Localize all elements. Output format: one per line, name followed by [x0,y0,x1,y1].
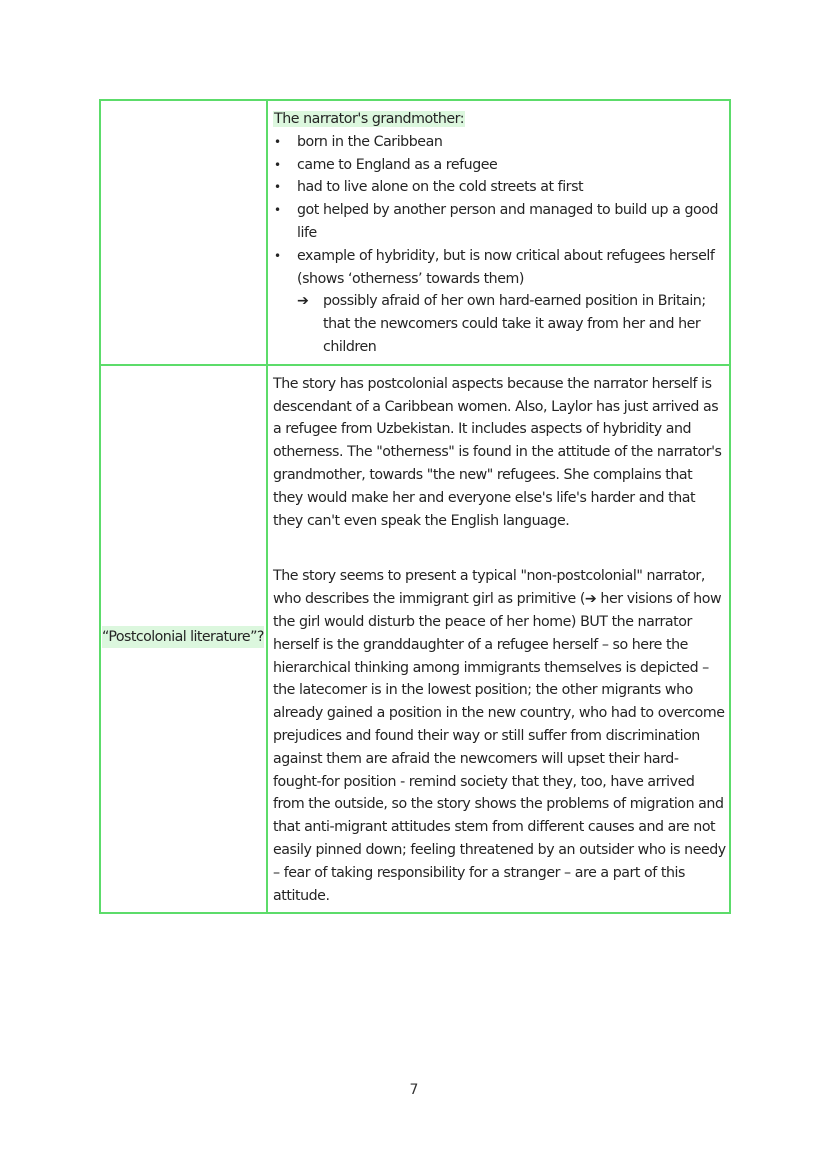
list-item [273,154,726,177]
postcolonial-analysis [268,366,729,913]
bullet-text: got helped by another person and managed to build up a good life [297,202,719,241]
list-item [273,131,726,154]
bullet-icon: • [274,180,281,195]
arrow-sub-item [273,290,726,358]
grandmother-heading-text: The narrator's grandmother: [274,111,465,127]
list-item [273,176,726,199]
analysis-paragraph-2: The story seems to present a typical "non-postcolonial" narrator, who describes the immigrant girl as primitive (➔ her visions of how the girl would disturb the peace of her home) BUT the narrator herself is the granddaughter of a refugee herself – so here the hierarchical thinking among immigrants themselves is depicted – the latecomer is in the lowest position; the other migrants who already gained a position in the new country, who had to overcome prejudices and found their way or still suffer from discrimination against them are afraid the newcomers will upset their hard-fought-for position - remind society that they, too, have arrived from the outside, so the story shows the problems of migration and that anti-migrant attitudes stem from different causes and are not easily pinned down; feeling threatened by an outsider who is needy – fear of taking responsibility for a stranger – are a part of this attitude. [273,568,726,904]
table-row [100,365,730,914]
page-number: 7 [409,1082,419,1098]
row1-left-text [101,101,266,113]
grandmother-bullet-list [273,131,726,291]
bullet-icon: • [274,157,281,172]
analysis-table [99,99,731,914]
bullet-text: born in the Caribbean [297,133,443,150]
bullet-text: came to England as a refugee [297,156,498,173]
arrow-right-icon: ➔ [297,293,309,310]
postcolonial-label: “Postcolonial literature”? [102,626,264,648]
grandmother-notes [268,101,729,364]
bullet-icon: • [274,248,281,263]
arrow-sub-item-text: possibly afraid of her own hard-earned position in Britain; that the newcomers could take it away from her and her children [323,293,706,355]
list-item [273,245,726,291]
analysis-paragraph-1: The story has postcolonial aspects because the narrator herself is descendant of a Caribbean women. Also, Laylor has just arrived as a refugee from Uzbekistan. It includes aspects of hybridity and otherness. The "otherness" is found in the attitude of the narrator's grandmother, towards "the new" refugees. She complains that they would make her and everyone else's life's harder and that they can't even speak the English language. [273,375,722,529]
bullet-icon: • [274,203,281,218]
row2-left-cell [100,365,267,914]
table-row [100,100,730,365]
row2-right-cell [267,365,730,914]
row2-left-wrap [101,366,266,909]
bullet-icon: • [274,134,281,149]
list-item [273,199,726,245]
row1-right-cell [267,100,730,365]
bullet-text: had to live alone on the cold streets at first [297,179,584,196]
row1-left-cell [100,100,267,365]
bullet-text: example of hybridity, but is now critical about refugees herself (shows ‘otherness’ towards them) [297,247,715,287]
grandmother-heading [273,108,726,131]
